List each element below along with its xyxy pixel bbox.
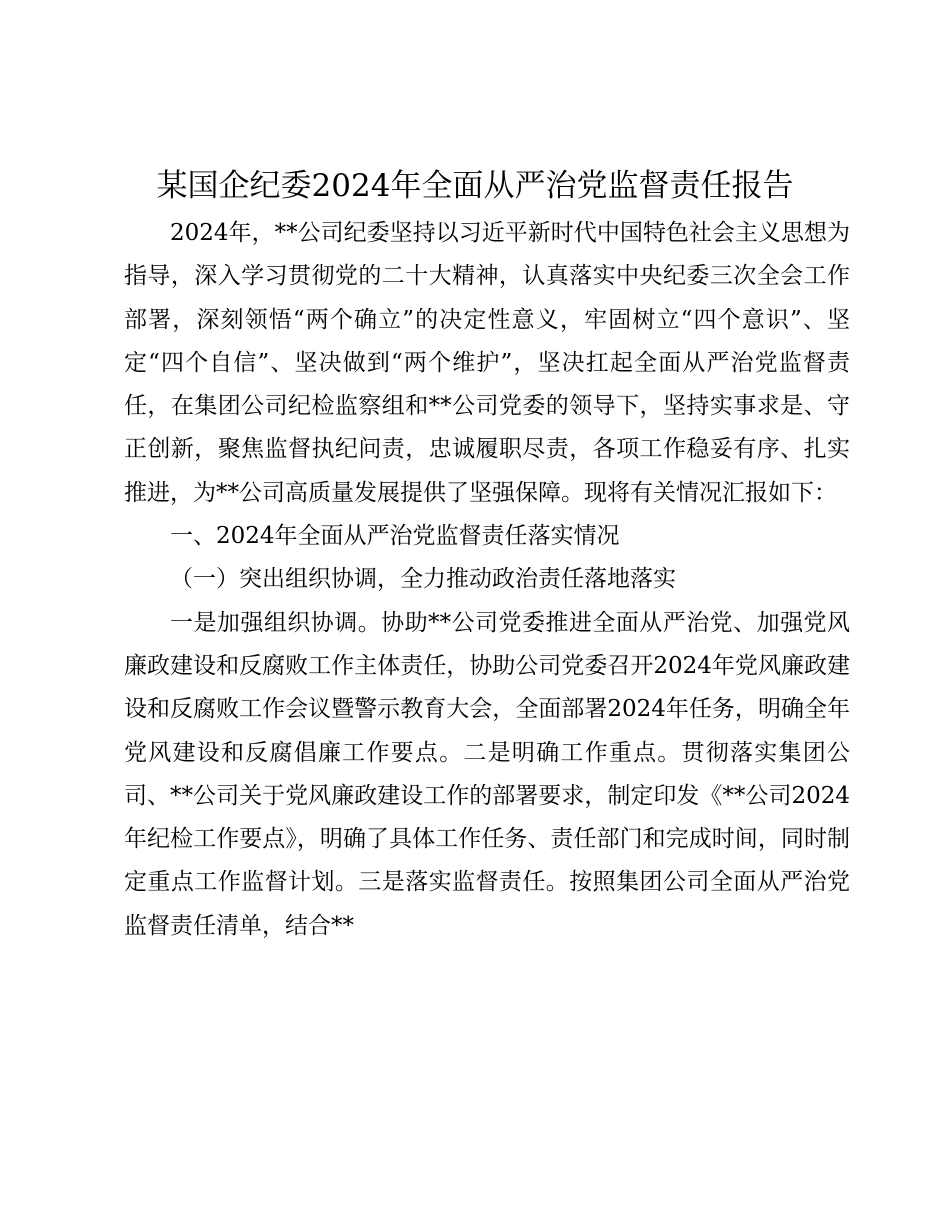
document-body (124, 212, 850, 948)
section-heading: 一、2024年全面从严治党监督责任落实情况 (170, 523, 620, 550)
intro-paragraph: 2024年，**公司纪委坚持以习近平新时代中国特色社会主义思想为指导，深入学习贯彻党的二十大精神，认真落实中央纪委三次全会工作部署，深刻领悟“两个确立”的决定性意义，牢固树立“四个意识”、坚定“四个自信”、坚决做到“两个维护”，坚决扛起全面从严治党监督责任，在集团公司纪检监察组和**公司党委的领导下，坚持实事求是、守正创新，聚焦监督执纪问责，忠诚履职尽责，各项工作稳妥有序、扎实推进，为**公司高质量发展提供了坚强保障。现将有关情况汇报如下： (124, 220, 850, 506)
body-paragraph: 一是加强组织协调。协助**公司党委推进全面从严治党、加强党风廉政建设和反腐败工作主体责任，协助公司党委召开2024年党风廉政建设和反腐败工作会议暨警示教育大会，全面部署2024年任务，明确全年党风建设和反腐倡廉工作要点。二是明确工作重点。贯彻落实集团公司、**公司关于党风廉政建设工作的部署要求，制定印发《**公司2024年纪检工作要点》，明确了具体工作任务、责任部门和完成时间，同时制定重点工作监督计划。三是落实监督责任。按照集团公司全面从严治党监督责任清单，结合** (124, 609, 850, 939)
document-title: 某国企纪委2024年全面从严治党监督责任报告 (156, 168, 794, 204)
subsection-heading: （一）突出组织协调，全力推动政治责任落地落实 (170, 566, 676, 593)
